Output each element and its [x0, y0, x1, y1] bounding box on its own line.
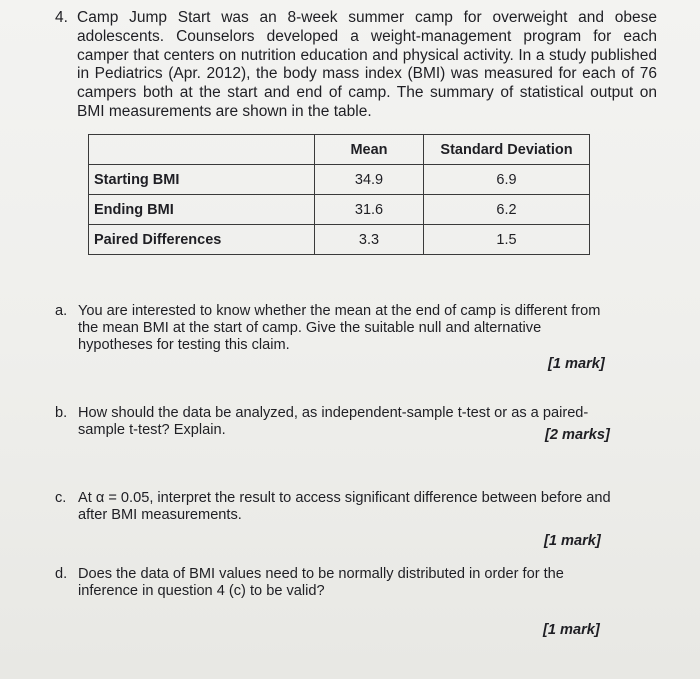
part-text: Does the data of BMI values need to be normally distributed in order for the inference in question 4 (c) to be valid?	[78, 566, 564, 599]
table-row	[89, 225, 590, 255]
table-header-sd: Standard Deviation	[424, 135, 590, 165]
question-intro	[77, 9, 657, 122]
question-number: 4.	[55, 9, 68, 26]
table-row	[89, 195, 590, 225]
row-label: Starting BMI	[89, 165, 315, 195]
part-letter: d.	[55, 566, 68, 582]
table-header-row	[89, 135, 590, 165]
row-sd: 1.5	[424, 225, 590, 255]
row-label: Paired Differences	[89, 225, 315, 255]
table-row	[89, 165, 590, 195]
part-letter: a.	[55, 303, 68, 319]
part-c	[55, 490, 615, 524]
intro-text: Camp Jump Start was an 8-week summer camp for overweight and obese adolescents. Counselors developed a weight-management program for each camper that centers on nutrition education and physical activity. In a study published in Pediatrics (Apr. 2012), the body mass index (BMI) was measured for each of 76 campers both at the start and end of camp. The summary of statistical output on BMI measurements are shown in the table.	[77, 9, 657, 120]
part-d-mark: [1 mark]	[543, 622, 600, 638]
part-a-mark: [1 mark]	[548, 356, 605, 372]
bmi-summary-table	[88, 134, 590, 255]
row-sd: 6.9	[424, 165, 590, 195]
row-mean: 31.6	[315, 195, 424, 225]
row-sd: 6.2	[424, 195, 590, 225]
part-text: You are interested to know whether the mean at the end of camp is different from the mean BMI at the start of camp. Give the suitable null and alternative hypotheses for testing this claim.	[78, 303, 601, 353]
part-b	[55, 405, 615, 439]
row-mean: 34.9	[315, 165, 424, 195]
part-letter: b.	[55, 405, 68, 421]
part-text: How should the data be analyzed, as independent-sample t-test or as a paired-sample t-test? Explain.	[78, 405, 589, 438]
part-c-mark: [1 mark]	[544, 533, 601, 549]
row-label: Ending BMI	[89, 195, 315, 225]
table-header-mean: Mean	[315, 135, 424, 165]
table-header-empty	[89, 135, 315, 165]
part-letter: c.	[55, 490, 67, 506]
row-mean: 3.3	[315, 225, 424, 255]
part-text: At α = 0.05, interpret the result to access significant difference between before and after BMI measurements.	[78, 490, 611, 523]
part-b-mark: [2 marks]	[545, 427, 610, 443]
part-d	[55, 566, 615, 600]
part-a	[55, 303, 615, 354]
